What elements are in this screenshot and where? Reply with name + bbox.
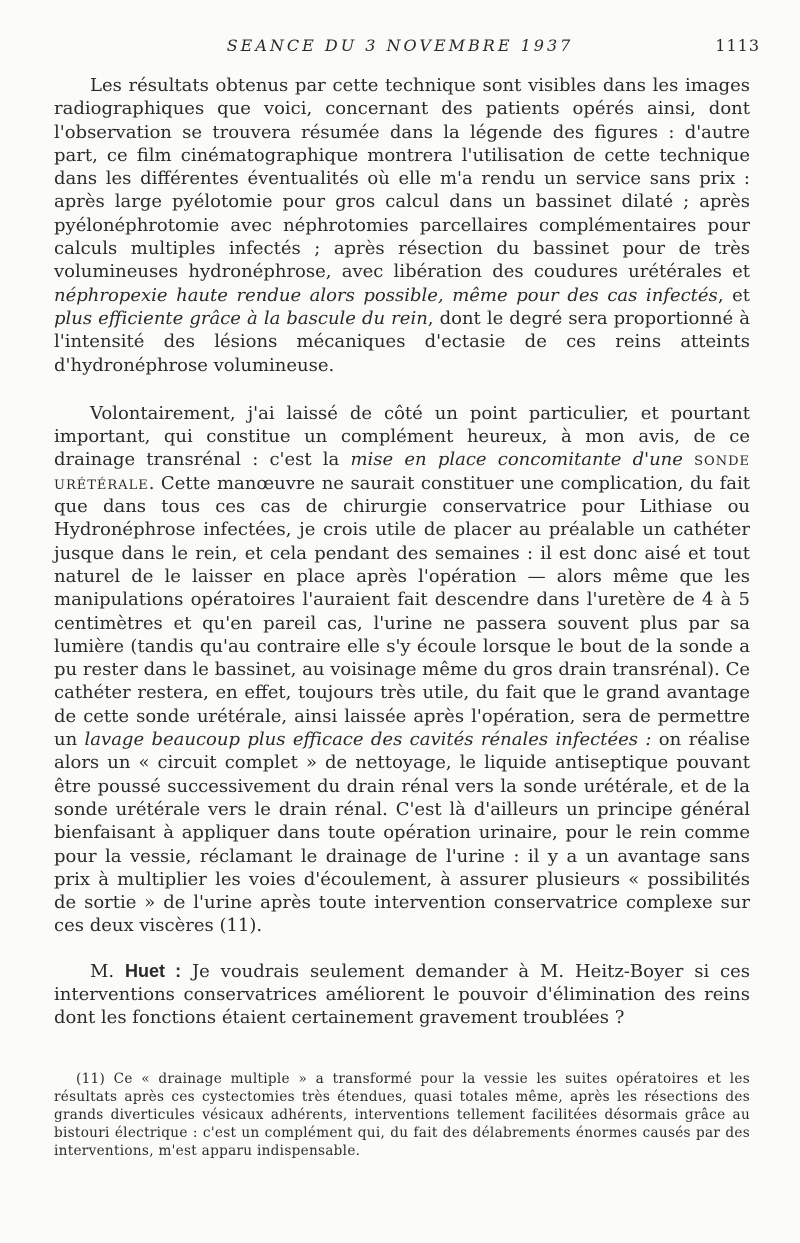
italic-emphasis: néphropexie haute rendue alors possible, même pour des cas infectés: [54, 284, 718, 306]
paragraph-text: . Cette manœuvre ne saurait constituer une complication, du fait que dans tous ces cas de chirurgie conservatrice pour Lithiase ou Hydronéphrose infectées, je crois utile de placer au préalable un cathéter jusque dans le rein, et cela pendant des semaines : il est donc aisé et tout naturel de le laisser en place après l'opération — alors même que les manipulations opératoires l'auraient fait descendre dans l'uretère de 4 à 5 centimètres et qu'en pareil cas, l'urine ne passera souvent plus par sa lumière (tandis qu'au contraire elle s'y écoule lorsque le bout de la sonde a pu rester dans le bassinet, au voisinage même du gros drain transrénal). Ce cathéter restera, en effet, toujours très utile, du fait que le grand avantage de cette sonde urétérale, ainsi laissée après l'opération, sera de permettre un: [54, 472, 750, 751]
page-number: 1113: [715, 36, 760, 55]
paragraph-text: on réalise alors un « circuit complet » de nettoyage, le liquide antiseptique pouvant être poussé successivement du drain rénal vers la sonde urétérale, et de la sonde urétérale vers le drain rénal. C'est là d'ailleurs un principe général bienfaisant à appliquer dans toute opération urinaire, pour le rein comme pour la vessie, réclamant le drainage de l'urine : il y a un avantage sans prix à multiplier les voies d'écoulement, à assurer plusieurs « possibilités de sortie » de l'urine après toute intervention conservatrice complexe sur ces deux viscères (11).: [54, 729, 750, 937]
running-header: [0, 36, 800, 58]
small-caps-term: sonde urétérale: [54, 449, 750, 494]
page-body: [54, 74, 750, 1160]
italic-emphasis: lavage beaucoup plus efficace des cavités rénales infectées :: [84, 729, 652, 751]
paragraph-results: [54, 74, 750, 377]
speaker-name: Huet :: [125, 960, 182, 981]
paragraph-text: Je voudrais seulement demander à M. Heitz-Boyer si ces interventions conservatrices améliorent le pouvoir d'élimination des reins dont les fonctions étaient certainement gravement troublées ?: [54, 960, 751, 1029]
paragraph-text: , et: [717, 284, 750, 306]
paragraph-ureteral-probe: [54, 402, 750, 938]
paragraph-text: , dont le degré sera proportionné à l'intensité des lésions mécaniques d'ectasie de ces reins atteints d'hydronéphrose volumineuse.: [54, 307, 750, 376]
italic-emphasis: plus efficiente grâce à la bascule du rein: [54, 307, 428, 329]
paragraph-huet-question: [54, 960, 750, 1030]
footnote-11: (11) Ce « drainage multiple » a transformé pour la vessie les suites opératoires et les résultats après ces cystectomies très étendues, quasi totales même, après les résections des grands diverticules vésicaux adhérents, interventions tellement facilitées désormais grâce au bistouri électrique : c'est un complément qui, du fait des délabrements énormes causés par des interventions, m'est apparu indispensable.: [54, 1070, 750, 1159]
paragraph-text: Volontairement, j'ai laissé de côté un point particulier, et pourtant important, qui constitue un complément heureux, à mon avis, de ce drainage transrénal : c'est la: [54, 402, 750, 471]
italic-emphasis: mise en place concomitante d'une: [350, 449, 683, 471]
running-title: SEANCE DU 3 NOVEMBRE 1937: [226, 36, 574, 55]
paragraph-text: Les résultats obtenus par cette technique sont visibles dans les images radiographiques que voici, concernant des patients opérés ainsi, dont l'observation se trouvera résumée dans la légende des figures : d'autre part, ce film cinématographique montrera l'utilisation de cette technique dans les différentes éventualités où elle m'a rendu un service sans prix : après large pyélotomie pour gros calcul dans un bassinet dilaté ; après pyélonéphrotomie avec néphrotomies parcellaires complémentaires pour calculs multiples infectés ; après résection du bassinet pour de très volumineuses hydronéphrose, avec libération des coudures urétérales et: [54, 75, 750, 283]
speaker-prefix: M.: [90, 960, 125, 982]
